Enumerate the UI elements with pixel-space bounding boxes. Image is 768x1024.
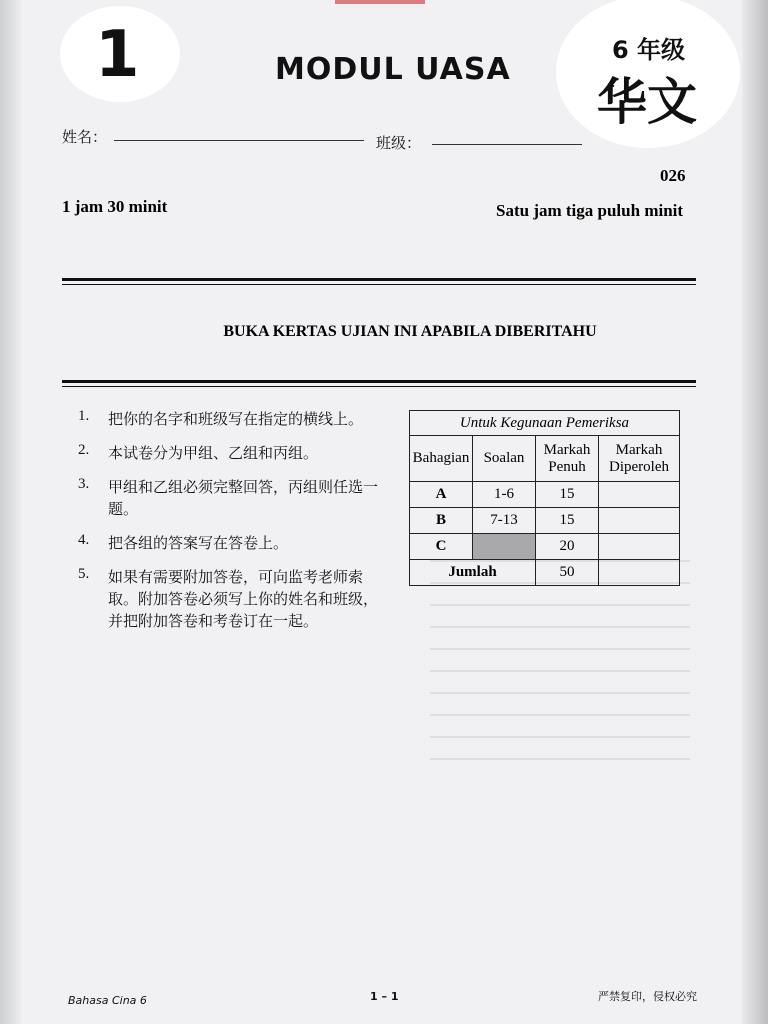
table-row bbox=[410, 534, 680, 560]
footer-subject: Bahasa Cina 6 bbox=[68, 994, 147, 1007]
instructions-heading: BUKA KERTAS UJIAN INI APABILA DIBERITAHU bbox=[223, 323, 597, 340]
instruction-number: 3. bbox=[78, 476, 90, 492]
header-full-marks: Markah Penuh bbox=[536, 436, 599, 482]
instruction-text: 如果有需要附加答卷，可向监考老师索取。附加答卷必须写上你的姓名和班级，并把附加答卷和考卷订在一起。 bbox=[108, 568, 379, 630]
class-field-line[interactable] bbox=[432, 144, 582, 145]
section-cell: B bbox=[410, 508, 473, 534]
full-marks-cell: 15 bbox=[536, 482, 599, 508]
marks-obtained-cell[interactable] bbox=[599, 534, 680, 560]
top-binding-mark bbox=[335, 0, 425, 4]
duration: 1 jam 30 minit bbox=[62, 197, 168, 216]
name-field-line[interactable] bbox=[114, 140, 364, 141]
marks-obtained-cell[interactable] bbox=[599, 482, 680, 508]
questions-cell: 7-13 bbox=[473, 508, 536, 534]
instruction-number: 5. bbox=[78, 566, 90, 582]
questions-cell-shaded bbox=[473, 534, 536, 560]
full-marks-cell: 15 bbox=[536, 508, 599, 534]
instruction-text: 把你的名字和班级写在指定的横线上。 bbox=[108, 410, 364, 428]
instruction-text: 本试卷分为甲组、乙组和丙组。 bbox=[108, 444, 319, 462]
table-row bbox=[410, 482, 680, 508]
questions-cell: 1-6 bbox=[473, 482, 536, 508]
instruction-text: 把各组的答案写在答卷上。 bbox=[108, 534, 289, 552]
divider-top-thin bbox=[62, 284, 696, 285]
total-marks-obtained[interactable] bbox=[599, 560, 680, 586]
instruction-number: 2. bbox=[78, 442, 90, 458]
divider-top-thick bbox=[62, 278, 696, 281]
instruction-number: 1. bbox=[78, 408, 90, 424]
table-row-total bbox=[410, 560, 680, 586]
examiner-table-caption: Untuk Kegunaan Pemeriksa bbox=[410, 411, 680, 436]
module-title: MODUL UASA bbox=[275, 52, 511, 87]
instruction-item bbox=[62, 442, 392, 464]
footer-copyright: 严禁复印，侵权必究 bbox=[598, 990, 697, 1003]
instruction-list bbox=[62, 408, 392, 644]
footer-page-number: 1 – 1 bbox=[370, 990, 399, 1003]
header-questions: Soalan bbox=[473, 436, 536, 482]
marks-obtained-cell[interactable] bbox=[599, 508, 680, 534]
total-full-marks: 50 bbox=[536, 560, 599, 586]
name-label: 姓名： bbox=[62, 128, 108, 146]
header-section: Bahagian bbox=[410, 436, 473, 482]
instruction-item bbox=[62, 566, 392, 632]
section-cell: A bbox=[410, 482, 473, 508]
table-row bbox=[410, 508, 680, 534]
header-marks-obtained: Markah Diperoleh bbox=[599, 436, 680, 482]
instruction-item bbox=[62, 476, 392, 520]
divider-bottom-thick bbox=[62, 380, 696, 383]
page-edge-left bbox=[0, 0, 22, 1024]
page-edge-right bbox=[742, 0, 768, 1024]
show-through-texture bbox=[430, 560, 690, 760]
class-label: 班级： bbox=[376, 134, 422, 152]
divider-bottom-thin bbox=[62, 386, 696, 387]
total-label: Jumlah bbox=[410, 560, 536, 586]
examiner-table bbox=[409, 410, 680, 586]
grade-label: 6 年级 bbox=[612, 36, 686, 64]
paper-code: 026 bbox=[660, 166, 686, 185]
instruction-text: 甲组和乙组必须完整回答，丙组则任选一题。 bbox=[108, 478, 379, 518]
full-marks-cell: 20 bbox=[536, 534, 599, 560]
instruction-item bbox=[62, 532, 392, 554]
module-number: 1 bbox=[95, 18, 140, 92]
duration-words: Satu jam tiga puluh minit bbox=[496, 201, 684, 220]
subject-title: 华文 bbox=[597, 73, 697, 131]
section-cell: C bbox=[410, 534, 473, 560]
instruction-number: 4. bbox=[78, 532, 90, 548]
instruction-item bbox=[62, 408, 392, 430]
